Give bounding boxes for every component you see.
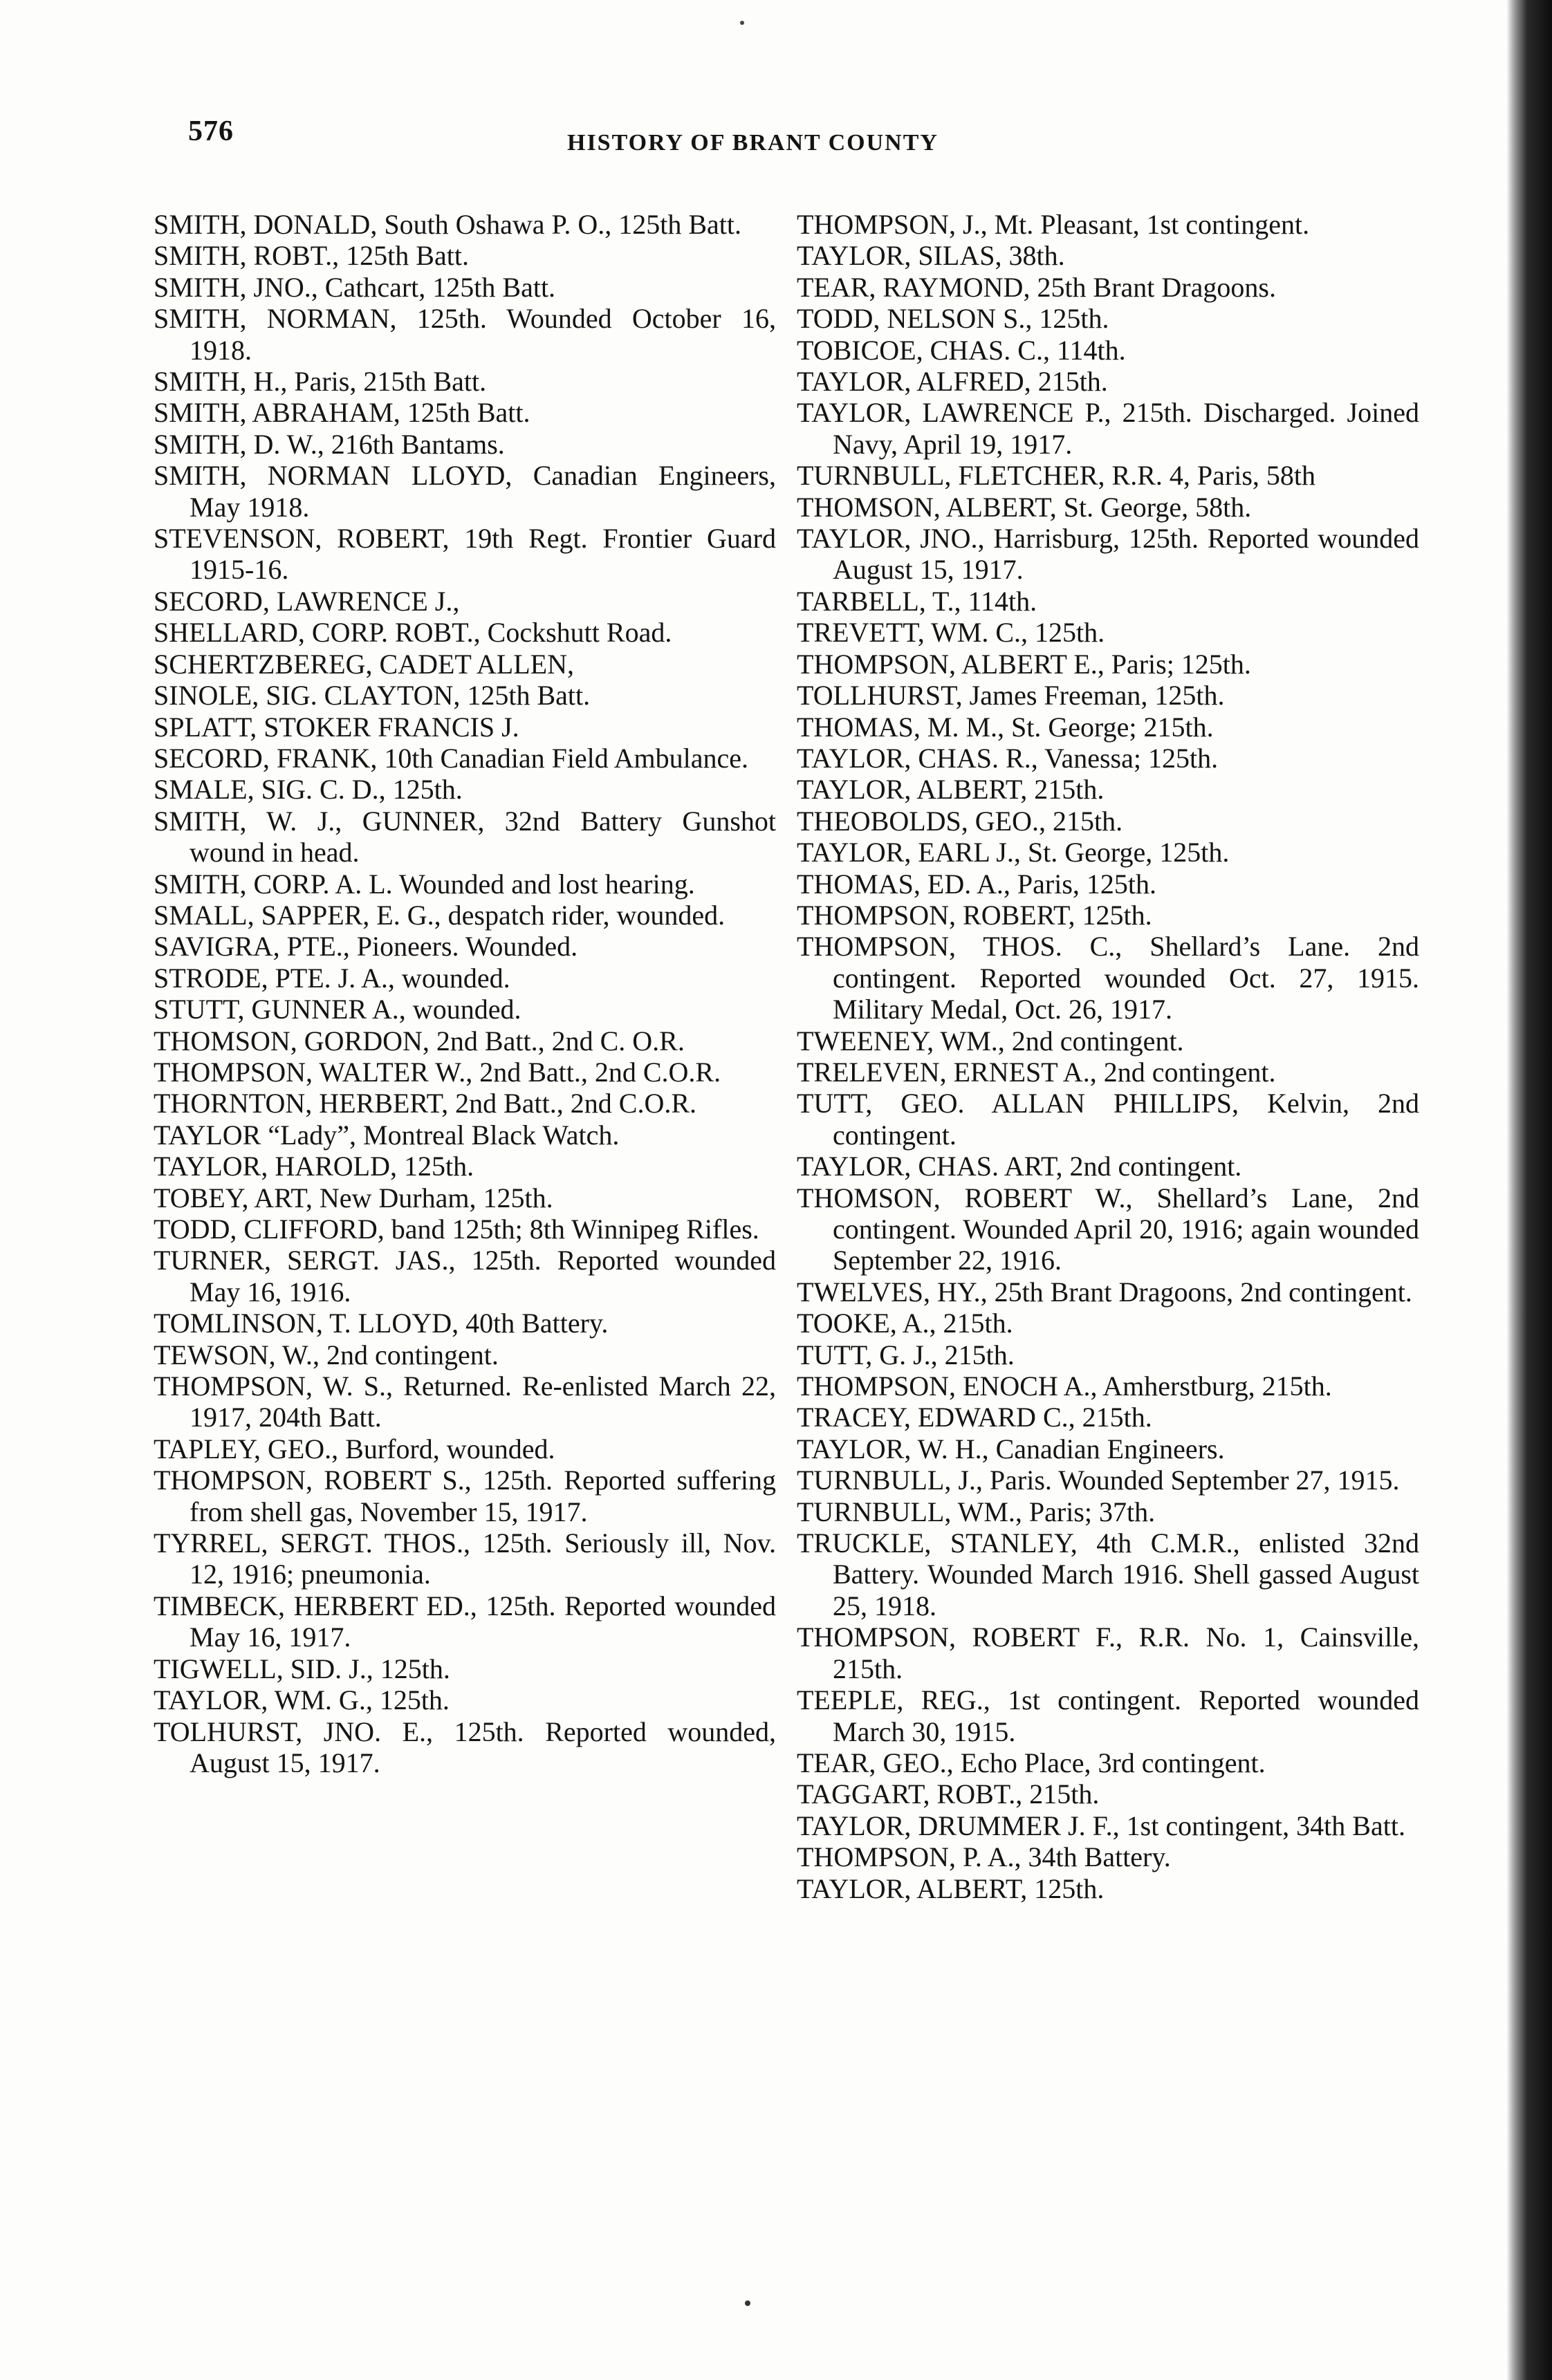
roster-entry: SMALE, SIG. C. D., 125th. — [154, 774, 463, 806]
roster-entry: TOLHURST, JNO. E., 125th. Reported wounded, August 15, 1917. — [154, 1716, 776, 1778]
roster-entry: TOBICOE, CHAS. C., 114th. — [797, 334, 1126, 366]
roster-entry: TOBEY, ART, New Durham, 125th. — [154, 1182, 553, 1214]
roster-entry: TAYLOR, WM. G., 125th. — [154, 1684, 450, 1716]
roster-entry: TURNBULL, FLETCHER, R.R. 4, Paris, 58th — [797, 460, 1316, 492]
right-column — [797, 209, 1419, 1904]
roster-entry: THOMSON, ALBERT, St. George, 58th. — [797, 491, 1252, 523]
roster-entry: TOMLINSON, T. LLOYD, 40th Battery. — [154, 1308, 609, 1339]
roster-entry: TAYLOR, CHAS. ART, 2nd contingent. — [797, 1151, 1242, 1182]
roster-entry: TUTT, GEO. ALLAN PHILLIPS, Kelvin, 2nd contingent. — [797, 1088, 1419, 1151]
roster-entry: TURNBULL, J., Paris. Wounded September 27, 1915. — [797, 1465, 1400, 1496]
roster-entry: TODD, CLIFFORD, band 125th; 8th Winnipeg Rifles. — [154, 1214, 759, 1245]
roster-entry: TAYLOR, ALFRED, 215th. — [797, 366, 1108, 398]
roster-entry: THOMPSON, ENOCH A., Amherstburg, 215th. — [797, 1370, 1332, 1402]
roster-entry: STUTT, GUNNER A., wounded. — [154, 994, 521, 1025]
roster-entry: STEVENSON, ROBERT, 19th Regt. Frontier Guard 1915-16. — [154, 523, 776, 586]
roster-entry: TIMBECK, HERBERT ED., 125th. Reported wounded May 16, 1917. — [154, 1590, 776, 1653]
roster-entry: SCHERTZBEREG, CADET ALLEN, — [154, 648, 574, 680]
running-head: HISTORY OF BRANT COUNTY — [567, 130, 939, 156]
roster-entry: TYRREL, SERGT. THOS., 125th. Seriously ill, Nov. 12, 1916; pneumonia. — [154, 1527, 776, 1590]
roster-entry: SMITH, CORP. A. L. Wounded and lost hearing. — [154, 868, 695, 900]
roster-entry: STRODE, PTE. J. A., wounded. — [154, 962, 510, 994]
roster-entry: THOMPSON, J., Mt. Pleasant, 1st contingent. — [797, 209, 1310, 240]
roster-entry: TAGGART, ROBT., 215th. — [797, 1778, 1100, 1810]
roster-entry: SINOLE, SIG. CLAYTON, 125th Batt. — [154, 680, 591, 712]
roster-entry: TODD, NELSON S., 125th. — [797, 303, 1109, 335]
roster-entry: TEEPLE, REG., 1st contingent. Reported wounded March 30, 1915. — [797, 1684, 1419, 1747]
roster-entry: TRELEVEN, ERNEST A., 2nd contingent. — [797, 1056, 1276, 1088]
roster-entry: TAYLOR, CHAS. R., Vanessa; 125th. — [797, 742, 1219, 774]
roster-entry: THOMPSON, ROBERT F., R.R. No. 1, Cainsville, 215th. — [797, 1621, 1419, 1684]
roster-entry: SMITH, NORMAN, 125th. Wounded October 16, 1918. — [154, 303, 776, 366]
roster-entry: THOMAS, ED. A., Paris, 125th. — [797, 868, 1157, 900]
roster-entry: TAYLOR, ALBERT, 125th. — [797, 1872, 1105, 1904]
roster-entry: SAVIGRA, PTE., Pioneers. Wounded. — [154, 931, 578, 963]
roster-entry: THOMPSON, ALBERT E., Paris; 125th. — [797, 648, 1251, 680]
roster-entry: SMALL, SAPPER, E. G., despatch rider, wounded. — [154, 899, 726, 931]
roster-entry: THOMPSON, THOS. C., Shellard’s Lane. 2nd contingent. Reported wounded Oct. 27, 1915. Military Medal, Oct. 26, 1917. — [797, 931, 1419, 1025]
roster-entry: TAYLOR, DRUMMER J. F., 1st contingent, 34th Batt. — [797, 1810, 1405, 1841]
roster-entry: TAYLOR, LAWRENCE P., 215th. Discharged. Joined Navy, April 19, 1917. — [797, 397, 1419, 460]
roster-entry: SMITH, NORMAN LLOYD, Canadian Engineers, May 1918. — [154, 460, 776, 523]
roster-entry: SMITH, ROBT., 125th Batt. — [154, 240, 469, 272]
roster-entry: TAYLOR, W. H., Canadian Engineers. — [797, 1433, 1225, 1465]
roster-entry: TOOKE, A., 215th. — [797, 1308, 1013, 1339]
roster-entry: TWELVES, HY., 25th Brant Dragoons, 2nd contingent. — [797, 1276, 1412, 1308]
roster-entry: THOMSON, GORDON, 2nd Batt., 2nd C. O.R. — [154, 1025, 685, 1057]
roster-entry: TUTT, G. J., 215th. — [797, 1339, 1015, 1370]
roster-entry: TEWSON, W., 2nd contingent. — [154, 1339, 499, 1370]
scan-edge-shadow — [1506, 0, 1552, 2380]
roster-entry: SMITH, D. W., 216th Bantams. — [154, 428, 505, 460]
roster-entry: THOMPSON, P. A., 34th Battery. — [797, 1841, 1171, 1873]
roster-entry: SPLATT, STOKER FRANCIS J. — [154, 711, 519, 743]
roster-entry: SECORD, FRANK, 10th Canadian Field Ambulance. — [154, 742, 748, 774]
roster-entry: TARBELL, T., 114th. — [797, 585, 1037, 617]
roster-entry: SMITH, ABRAHAM, 125th Batt. — [154, 397, 530, 429]
roster-entry: TIGWELL, SID. J., 125th. — [154, 1653, 450, 1684]
speck-mark — [740, 21, 744, 25]
roster-entry: TAYLOR, SILAS, 38th. — [797, 240, 1065, 272]
roster-entry: TWEENEY, WM., 2nd contingent. — [797, 1025, 1184, 1057]
roster-entry: TAYLOR, ALBERT, 215th. — [797, 774, 1105, 806]
roster-entry: THOMAS, M. M., St. George; 215th. — [797, 711, 1214, 743]
roster-entry: THOMPSON, W. S., Returned. Re-enlisted March 22, 1917, 204th Batt. — [154, 1370, 776, 1433]
roster-entry: TRUCKLE, STANLEY, 4th C.M.R., enlisted 32nd Battery. Wounded March 1916. Shell gassed August 25, 1918. — [797, 1527, 1419, 1621]
roster-entry: TAPLEY, GEO., Burford, wounded. — [154, 1433, 555, 1465]
roster-entry: SMITH, H., Paris, 215th Batt. — [154, 366, 487, 398]
roster-entry: SMITH, DONALD, South Oshawa P. O., 125th Batt. — [154, 209, 741, 240]
roster-entry: TRACEY, EDWARD C., 215th. — [797, 1402, 1152, 1433]
roster-entry: THEOBOLDS, GEO., 215th. — [797, 805, 1123, 837]
roster-entry: TAYLOR, JNO., Harrisburg, 125th. Reported wounded August 15, 1917. — [797, 523, 1419, 586]
left-column — [154, 209, 776, 1778]
roster-entry: THORNTON, HERBERT, 2nd Batt., 2nd C.O.R. — [154, 1088, 697, 1119]
roster-entry: TOLLHURST, James Freeman, 125th. — [797, 680, 1225, 712]
speck-mark — [745, 2300, 750, 2306]
roster-entry: SHELLARD, CORP. ROBT., Cockshutt Road. — [154, 617, 672, 649]
roster-entry: SECORD, LAWRENCE J., — [154, 585, 460, 617]
roster-entry: TAYLOR “Lady”, Montreal Black Watch. — [154, 1119, 620, 1151]
roster-entry: TURNER, SERGT. JAS., 125th. Reported wounded May 16, 1916. — [154, 1245, 776, 1308]
roster-entry: TREVETT, WM. C., 125th. — [797, 617, 1105, 649]
roster-entry: TEAR, GEO., Echo Place, 3rd contingent. — [797, 1747, 1266, 1778]
roster-entry: SMITH, W. J., GUNNER, 32nd Battery Gunshot wound in head. — [154, 805, 776, 868]
roster-entry: THOMPSON, WALTER W., 2nd Batt., 2nd C.O.R. — [154, 1056, 721, 1088]
roster-entry: TURNBULL, WM., Paris; 37th. — [797, 1496, 1156, 1527]
roster-entry: TEAR, RAYMOND, 25th Brant Dragoons. — [797, 271, 1276, 303]
page-number: 576 — [188, 115, 234, 147]
roster-entry: THOMSON, ROBERT W., Shellard’s Lane, 2nd contingent. Wounded April 20, 1916; again wounded September 22, 1916. — [797, 1182, 1419, 1276]
roster-entry: SMITH, JNO., Cathcart, 125th Batt. — [154, 271, 556, 303]
roster-entry: THOMPSON, ROBERT S., 125th. Reported suffering from shell gas, November 15, 1917. — [154, 1465, 776, 1527]
roster-entry: TAYLOR, HAROLD, 125th. — [154, 1151, 474, 1182]
roster-entry: TAYLOR, EARL J., St. George, 125th. — [797, 837, 1230, 868]
roster-entry: THOMPSON, ROBERT, 125th. — [797, 899, 1152, 931]
